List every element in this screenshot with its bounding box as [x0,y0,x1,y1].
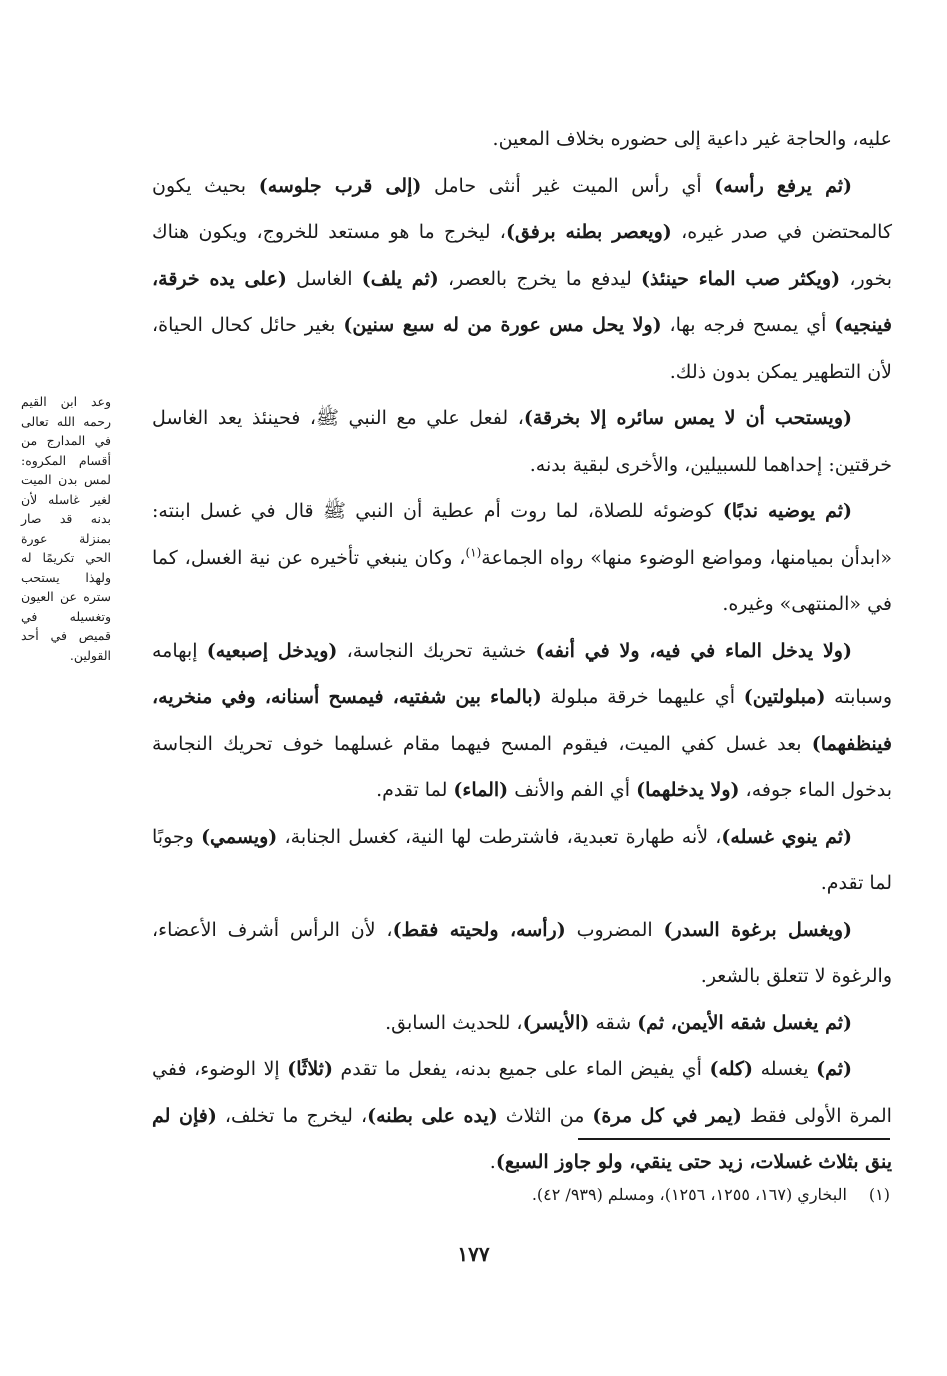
matn-text: (ويكثر صب الماء حينئذ) [641,267,841,290]
sharh-text: ، ليخرج ما تخلف، [216,1104,368,1127]
matn-text: (ويسمي) [201,825,278,848]
paragraph-whole-body [152,1046,892,1186]
footnote-divider [578,1138,890,1140]
paragraph-wudu [152,488,892,628]
matn-text: (ثم يوضيه ندبًا) [722,500,853,522]
sharh-text: لما تقدم. [376,779,454,801]
sharh-text: بغير حائل كحال الحياة، لأن التطهير يمكن بدون ذلك. [152,314,892,383]
sharh-text: يغسله [753,1058,817,1080]
matn-text: (مبلولتين) [743,686,826,708]
matn-text: (ويعصر بطنه برفق) [505,221,672,243]
sharh-text: . [489,1151,496,1173]
footnote-marker: (١) [868,1185,890,1204]
sharh-text: إلا الوضوء، ففي المرة الأولى فقط [152,1058,892,1127]
matn-text: (ثلاثًا) [287,1058,333,1080]
main-body-text [152,116,892,1186]
sharh-text: ، ليخرج ما هو مستعد للخروج، ويكون هناك بخور، [152,221,893,290]
paragraph-raise-head [152,163,892,396]
matn-text: (ويستحب أن لا يمس سائره إلا بخرقة) [523,407,852,429]
sharh-text: أي يمسح فرجه بها، [661,314,835,336]
sharh-text: من الثلاث [497,1104,593,1127]
matn-text: (ولا يحل مس عورة من له سبع سنين) [343,314,662,336]
matn-text: (الأيسر) [522,1011,590,1034]
margin-note: وعد ابن القيم رحمه الله تعالى في المدارج من أقسام المكروه: لمس بدن الميت لغير غاسله لأن بدنه قد صار بمنزلة عورة الحي تكريمًا له ولهذا يستحب ستره عن العيون وتغسيله في قميص في أحد القولين. [21,394,111,663]
sharh-text: الغاسل [286,267,362,290]
footnote-reference: (١) [465,545,482,560]
matn-text: (يده على بطنه) [367,1104,498,1127]
matn-text: (ثم ينوي غسله) [721,825,853,848]
sharh-text: عليه، والحاجة غير داعية إلى حضوره بخلاف المعين. [492,128,892,150]
matn-text: (ثم يلف) [361,267,439,290]
matn-text: (ولا يدخلهما) [636,779,740,801]
sharh-text: ، لأنه طهارة تعبدية، فاشترطت لها النية، كغسل الجنابة، [277,825,722,848]
paragraph-right-side [152,1000,892,1047]
sharh-text: أي عليهما خرقة مبلولة [541,686,744,708]
sharh-text: إبهامه وسبابته [152,639,892,708]
matn-text: (فإن لم ينق بثلاث غسلات، زيد حتى ينقي، ولو جاوز السبع) [152,1104,892,1173]
sharh-text: أي الفم والأنف [508,779,637,801]
paragraph-sidr-foam [152,907,892,1000]
matn-text: (يمر في كل مرة) [592,1104,742,1127]
matn-text: (الماء) [453,779,509,801]
sharh-text: وجوبًا لما تقدم. [152,825,892,894]
sharh-text: بعد غسل كفي الميت، فيقوم المسح فيهما مقام غسلهما خوف تحريك النجاسة بدخول الماء جوفه، [152,732,892,801]
sharh-text: بحيث يكون كالمحتضن في صدر غيره، [152,174,892,243]
matn-text: (ثم يرفع رأسه) [714,174,852,197]
sharh-text: أي رأس الميت غير أنثى حامل [421,174,715,197]
paragraph-intention [152,814,892,907]
sharh-text: كوضوئه للصلاة، لما روت أم عطية أن النبي ﷺ قال في غسل ابنته: «ابدأن بميامنها، ومواضع الوضوء منها» رواه الجماعة [152,500,892,569]
matn-text: (على يده خرقة، فينجيه) [152,267,892,336]
sharh-text: ، للحديث السابق. [385,1011,523,1034]
matn-text: (ويدخل إصبعيه) [206,639,338,662]
sharh-text: ، لفعل علي مع النبي ﷺ، فحينئذ يعد الغاسل خرقتين: إحداهما للسبيلين، والأخرى لبقية بدنه. [152,407,892,476]
matn-text: (ثم) [816,1058,852,1080]
sharh-text: أي يفيض الماء على جميع بدنه، يفعل ما تقدم [332,1058,710,1080]
sharh-text: ، وكان ينبغي تأخيره عن نية الغسل، كما في «المنتهى» وغيره. [152,546,892,615]
sharh-text: خشية تحريك النجاسة، [337,639,536,662]
sharh-text: المضروب [565,918,664,941]
footnote [150,1182,890,1208]
paragraph-mouth-nose [152,628,892,814]
sharh-text: ليدفع ما يخرج بالعصر، [438,267,642,290]
footnote-text: البخاري (١٦٧، ١٢٥٥، ١٢٥٦)، ومسلم (٩٣٩/ ٤٢). [531,1185,847,1204]
paragraph-cloth [152,395,892,488]
matn-text: (رأسه، ولحيته فقط) [392,918,566,941]
sharh-text: شقه [589,1011,638,1034]
sharh-text: ، لأن الرأس أشرف الأعضاء، والرغوة لا تتعلق بالشعر. [152,918,892,987]
matn-text: (كله) [709,1058,754,1080]
page-number: ١٧٧ [457,1242,490,1266]
paragraph-intro-continuation [152,116,892,163]
matn-text: (ولا يدخل الماء في فيه، ولا في أنفه) [535,639,852,662]
matn-text: (ويغسل برغوة السدر) [663,918,853,941]
matn-text: (إلى قرب جلوسه) [258,174,422,197]
matn-text: (بالماء بين شفتيه، فيمسح أسنانه، وفي منخريه، فينظفهما) [152,686,892,755]
matn-text: (ثم يغسل شقه الأيمن، ثم) [637,1011,852,1034]
